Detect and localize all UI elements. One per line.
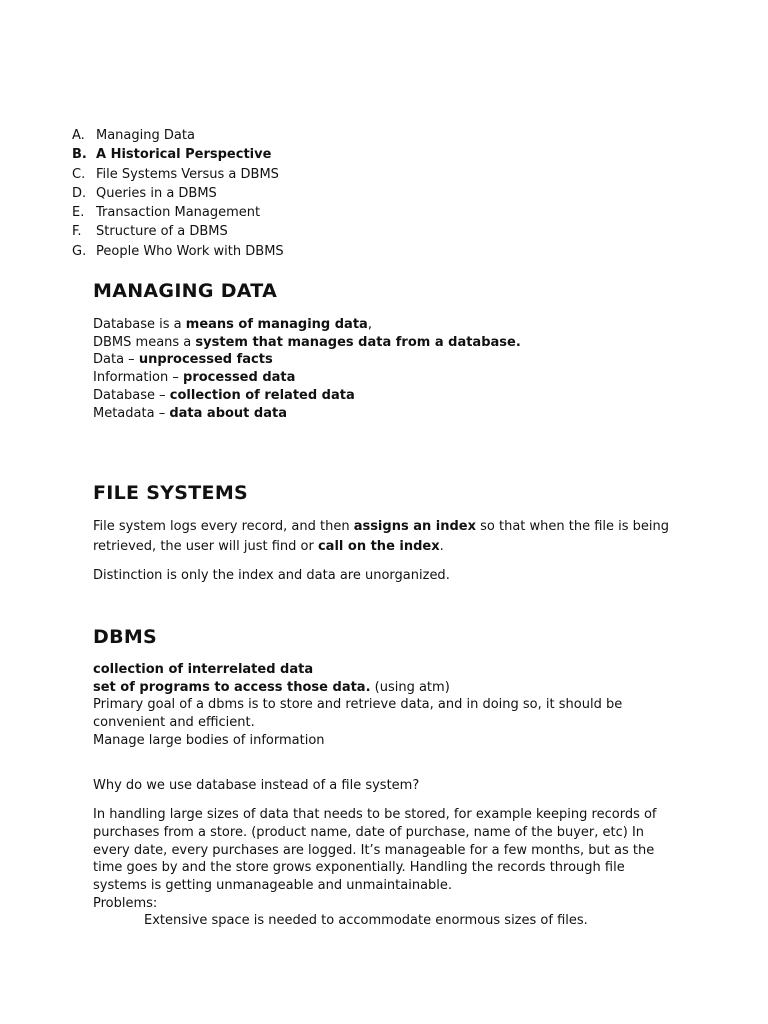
toc-letter: A. bbox=[72, 128, 85, 143]
toc-item bbox=[72, 222, 284, 241]
paragraph: File system logs every record, and then assigns an index so that when the file is being retrieved, the user will just find or call on the index. bbox=[93, 519, 670, 554]
file-systems-section bbox=[93, 517, 673, 586]
toc-text: A Historical Perspective bbox=[96, 147, 272, 163]
paragraph: Distinction is only the index and data are unorganized. bbox=[93, 568, 450, 583]
table-of-contents bbox=[72, 126, 284, 261]
definition-line: DBMS means a system that manages data from a database. bbox=[93, 334, 521, 350]
toc-letter: E. bbox=[72, 205, 85, 221]
paragraph: In handling large sizes of data that needs to be stored, for example keeping records of purchases from a store. (product name, date of purchase, name of the buyer, etc) In every date, every purchases are logged. It’s manageable for a few months, but as the time goes by and the store grows exponentially. Handling the records through file systems is getting unmanageable and unmaintainable. bbox=[93, 807, 657, 894]
definition-line: Information – processed data bbox=[93, 370, 296, 386]
managing-data-heading: MANAGING DATA bbox=[93, 280, 278, 302]
toc-text: File Systems Versus a DBMS bbox=[96, 166, 279, 182]
toc-text: Managing Data bbox=[96, 128, 195, 143]
definition-line: Metadata – data about data bbox=[93, 405, 287, 421]
definition-line: Data – unprocessed facts bbox=[93, 352, 273, 368]
dbms-heading: DBMS bbox=[93, 626, 158, 648]
toc-item bbox=[72, 126, 284, 145]
definition-line: Database – collection of related data bbox=[93, 387, 355, 403]
toc-letter: G. bbox=[72, 243, 87, 259]
toc-letter: C. bbox=[72, 166, 86, 182]
problem-item: Extensive space is needed to accommodate enormous sizes of files. bbox=[144, 913, 588, 929]
problems-label: Problems: bbox=[93, 895, 158, 911]
file-systems-heading: FILE SYSTEMS bbox=[93, 482, 249, 504]
toc-item bbox=[72, 184, 284, 203]
dbms-line: set of programs to access those data. (using atm) bbox=[93, 679, 450, 695]
toc-letter: F. bbox=[72, 224, 82, 240]
managing-data-section bbox=[93, 316, 673, 422]
toc-item bbox=[72, 203, 284, 222]
toc-text: People Who Work with DBMS bbox=[96, 243, 284, 259]
definition-line: Database is a means of managing data, bbox=[93, 317, 372, 332]
dbms-line: Manage large bodies of information bbox=[93, 732, 325, 748]
question: Why do we use database instead of a file system? bbox=[93, 777, 420, 793]
dbms-section bbox=[93, 661, 673, 930]
dbms-line: Primary goal of a dbms is to store and retrieve data, and in doing so, it should be convenient and efficient. bbox=[93, 697, 623, 731]
toc-item bbox=[72, 145, 284, 164]
toc-text: Transaction Management bbox=[96, 205, 261, 221]
toc-letter: D. bbox=[72, 185, 87, 201]
toc-letter: B. bbox=[72, 147, 87, 163]
toc-text: Structure of a DBMS bbox=[96, 224, 228, 240]
toc-text: Queries in a DBMS bbox=[96, 185, 217, 201]
toc-item bbox=[72, 242, 284, 261]
toc-item bbox=[72, 165, 284, 184]
dbms-line: collection of interrelated data bbox=[93, 662, 314, 677]
